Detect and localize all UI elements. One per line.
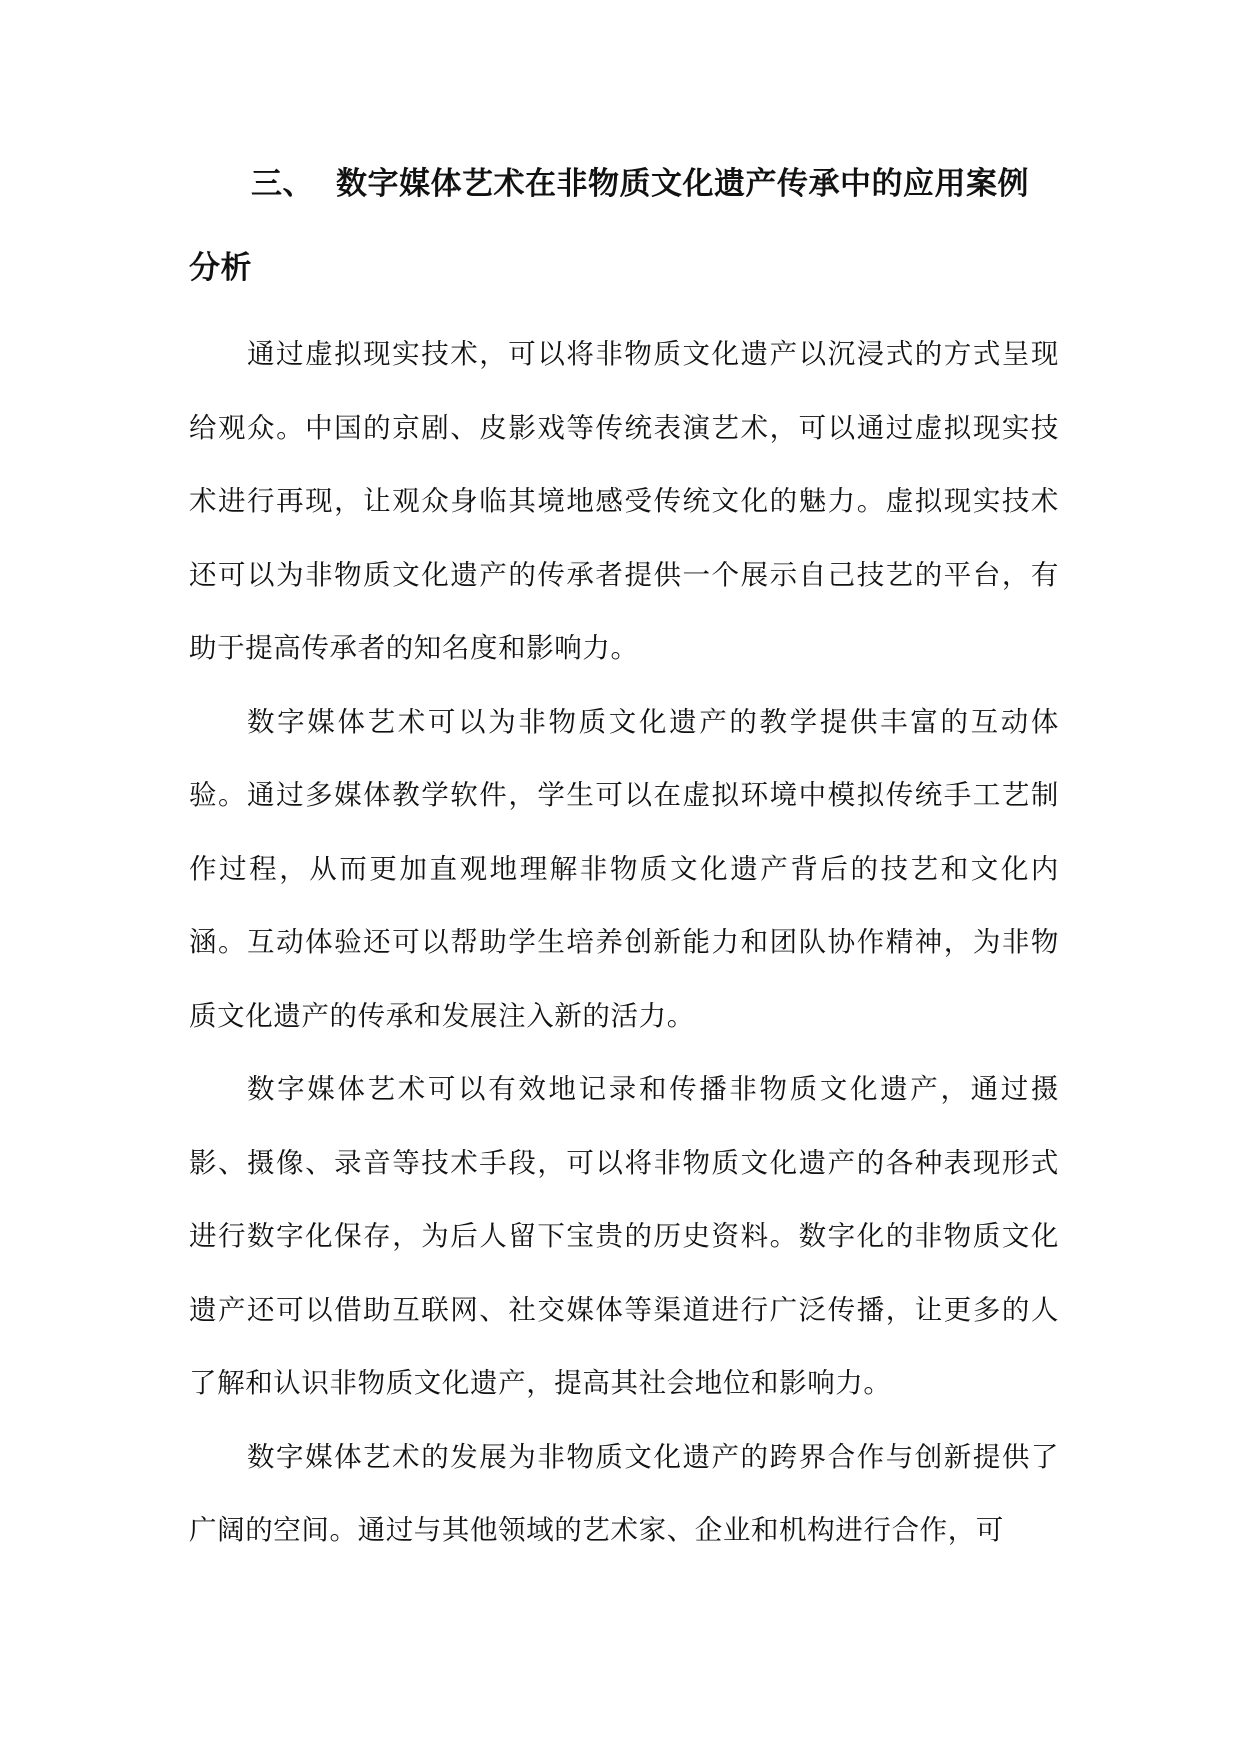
section-number: 三、 — [251, 166, 314, 202]
paragraph: 数字媒体艺术可以有效地记录和传播非物质文化遗产，通过摄影、摄像、录音等技术手段，可以将非物质文化遗产的各种表现形式进行数字化保存，为后人留下宝贵的历史资料。数字化的非物质文化遗产还可以借助互联网、社交媒体等渠道进行广泛传播，让更多的人了解和认识非物质文化遗产，提高其社会地位和影响力。 — [189, 1073, 1059, 1399]
section-heading — [189, 142, 1059, 310]
paragraph: 数字媒体艺术的发展为非物质文化遗产的跨界合作与创新提供了广阔的空间。通过与其他领域的艺术家、企业和机构进行合作，可 — [189, 1440, 1059, 1546]
section-title: 数字媒体艺术在非物质文化遗产传承中的应用案例分析 — [189, 166, 1029, 286]
document-body — [189, 142, 1059, 1568]
paragraph: 通过虚拟现实技术，可以将非物质文化遗产以沉浸式的方式呈现给观众。中国的京剧、皮影戏等传统表演艺术，可以通过虚拟现实技术进行再现，让观众身临其境地感受传统文化的魅力。虚拟现实技术还可以为非物质文化遗产的传承者提供一个展示自己技艺的平台，有助于提高传承者的知名度和影响力。 — [189, 338, 1059, 664]
paragraph: 数字媒体艺术可以为非物质文化遗产的教学提供丰富的互动体验。通过多媒体教学软件，学生可以在虚拟环境中模拟传统手工艺制作过程，从而更加直观地理解非物质文化遗产背后的技艺和文化内涵。互动体验还可以帮助学生培养创新能力和团队协作精神，为非物质文化遗产的传承和发展注入新的活力。 — [189, 705, 1059, 1032]
